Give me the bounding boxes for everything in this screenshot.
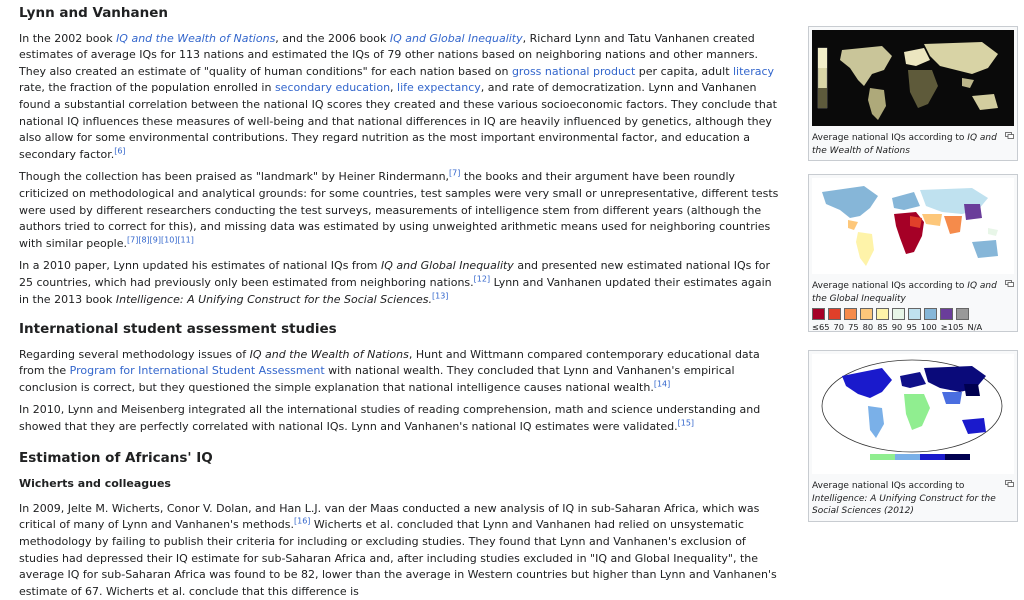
link-iq-wealth-of-nations[interactable]: IQ and the Wealth of Nations (116, 31, 276, 45)
map-image-global-inequality[interactable] (812, 178, 1014, 274)
legend-swatches (812, 308, 1014, 320)
subsection-heading-wicherts: Wicherts and colleagues (19, 477, 171, 491)
link-pisa[interactable]: Program for International Student Assessment (69, 364, 325, 378)
text: In the 2002 book (19, 31, 117, 45)
text: , Richard Lynn and Tatu Vanhanen created estimates of average IQs for 113 nations and estimated the IQs of 79 other nations based on neighboring nations and other manners. They also created an estimate of "quality of human conditions" for each nation based on (19, 31, 758, 78)
legend-label: 80 (862, 322, 874, 332)
link-iq-global-inequality[interactable]: IQ and Global Inequality (389, 31, 523, 45)
italic-title: IQ and Global Inequality (381, 259, 514, 273)
citation-13[interactable]: [13] (432, 290, 449, 300)
citation-7[interactable]: [7] (449, 168, 461, 178)
section-heading-lynn-vanhanen: Lynn and Vanhanen (19, 5, 169, 21)
legend-label: 70 (833, 322, 845, 332)
article-body (19, 0, 779, 600)
text: , and the 2006 book (275, 31, 390, 45)
citations-7-11[interactable]: [7][8][9][10][11] (127, 235, 194, 245)
figure-global-inequality (808, 174, 1018, 332)
italic-title: Intelligence: A Unifying Construct for the Social Sciences. (115, 292, 432, 306)
legend-label: 75 (848, 322, 859, 332)
paragraph-1 (19, 31, 779, 164)
paragraph-3 (19, 258, 779, 308)
text: the books and their argument have been roundly criticized on methodological and analytical grounds: for some countries, test samples were very small or unrepresentative, different tests were used by different researchers conducting the test surveys, measurements of intelligence stem from different years (although the authors tried to correct for this), and missing data was estimated by using unweighted arithmetic means used for neighboring countries with similar people. (19, 170, 779, 250)
citation-16[interactable]: [16] (294, 516, 311, 526)
text: , Hunt and Wittmann compared contemporary educational data from the (19, 347, 760, 378)
text: and presented new estimated national IQs for 25 countries, which had previously only been estimated from neighboring nations. (19, 259, 771, 289)
legend-swatch (812, 308, 825, 320)
link-literacy[interactable]: literacy (733, 64, 775, 78)
paragraph-2 (19, 169, 779, 252)
text: per capita, adult (635, 64, 733, 78)
map-image-wealth-of-nations[interactable] (812, 30, 1014, 126)
enlarge-icon[interactable] (1005, 480, 1014, 487)
section-heading-africa: Estimation of Africans' IQ (19, 449, 213, 466)
paragraph-4 (19, 347, 779, 397)
legend-label: 85 (877, 322, 888, 332)
legend-label: 95 (906, 322, 917, 332)
text: In 2009, Jelte M. Wicherts, Conor V. Dolan, and Han L.J. van der Maas conducted a new analysis of IQ in sub-Saharan Africa, which was critical of many of Lynn and Vanhanen's methods. (19, 501, 760, 532)
figure-caption: Average national IQs according to IQ and the Wealth of Nations (812, 132, 1014, 157)
text: Wicherts et al. concluded that Lynn and Vanhanen had relied on unsystematic methodology by failing to publish their criteria for including or excluding studies. They found that Lynn and Vanhanen's exclusion of studies had depressed their IQ estimate for sub-Saharan Africa and, after including studies excluded in "IQ and Global Inequality", the average IQ for sub-Saharan Africa was found to be 82, lower than the average in Western countries but higher than Lynn and Vanhanen's estimate of 67. Wicherts et al. conclude that this difference is (19, 518, 777, 598)
link-gross-national-product[interactable]: gross national product (511, 64, 636, 78)
citation-6[interactable]: [6] (114, 146, 126, 156)
citation-14[interactable]: [14] (653, 379, 671, 389)
legend-label: 90 (891, 322, 903, 332)
figure-caption: Average national IQs according to IQ and the Global Inequality (812, 280, 1014, 305)
legend-swatch (924, 308, 937, 320)
legend-swatch (844, 308, 857, 320)
legend-swatch (956, 308, 969, 320)
legend-swatch (892, 308, 905, 320)
section-heading-international: International student assessment studies (19, 321, 337, 338)
link-life-expectancy[interactable]: life expectancy (397, 81, 481, 95)
italic-title: IQ and the Wealth of Nations (249, 347, 409, 361)
citation-15[interactable]: [15] (677, 418, 695, 428)
text: In 2010, Lynn and Meisenberg integrated all the international studies of reading comprehension, math and science understanding and showed that they are perfectly correlated with national IQs. Lynn and Vanhanen's national IQ estimates were validated. (19, 403, 761, 434)
legend-label: ≥105 (940, 322, 964, 332)
citation-12[interactable]: [12] (473, 274, 491, 284)
enlarge-icon[interactable] (1005, 280, 1014, 287)
legend-labels (812, 322, 1014, 332)
figure-unifying-construct (808, 350, 1018, 522)
text: rate, the fraction of the population enrolled in (19, 81, 275, 95)
legend-swatch (940, 308, 953, 320)
text: Lynn and Vanhanen updated their estimates again in the 2013 book (19, 275, 772, 306)
text: In a 2010 paper, Lynn updated his estimates of national IQs from (19, 259, 382, 273)
text: , and rate of democratization. Lynn and Vanhanen found a substantial correlation between the national IQ scores they created and these various socioeconomic factors. They conclude that national IQ influences these measures of well-being and that national differences in IQ are heavily influenced by genetics, although they also allow for some environmental contributions. They regard nutrition as the most important environmental factor, and education a secondary factor. (19, 81, 777, 161)
legend-label: ≤65 (812, 322, 830, 332)
legend-label: 100 (920, 322, 937, 332)
legend-swatch (876, 308, 889, 320)
text: Though the collection has been praised as "landmark" by Heiner Rindermann, (19, 170, 450, 184)
legend-swatch (828, 308, 841, 320)
figure-caption: Average national IQs according to Intelligence: A Unifying Construct for the Social Sciences (2012) (812, 480, 1014, 518)
paragraph-5 (19, 402, 779, 435)
figure-wealth-of-nations (808, 26, 1018, 161)
legend-swatch (908, 308, 921, 320)
link-secondary-education[interactable]: secondary education (274, 81, 391, 95)
legend-label: N/A (967, 322, 983, 332)
map-image-unifying-construct[interactable] (812, 354, 1014, 474)
text: Regarding several methodology issues of (19, 347, 250, 361)
paragraph-6 (19, 501, 779, 600)
enlarge-icon[interactable] (1005, 132, 1014, 139)
legend-swatch (860, 308, 873, 320)
text: with national wealth. They concluded that Lynn and Vanhanen's empirical conclusion is correct, but they questioned the simple explanation that national intelligence causes national wealth. (19, 364, 735, 394)
text: , (390, 81, 398, 95)
